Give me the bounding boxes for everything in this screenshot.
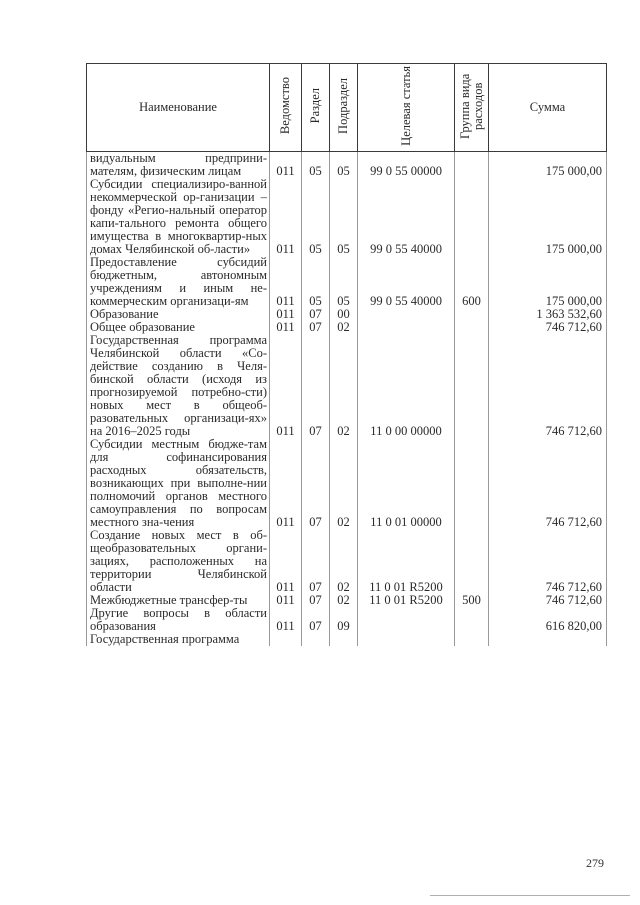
cell-grp (455, 438, 489, 529)
budget-table (86, 63, 607, 646)
cell-podr (330, 633, 358, 646)
bottom-rule (430, 895, 630, 896)
table-row (87, 438, 607, 529)
cell-sum: 746 712,60 (489, 529, 607, 594)
cell-cel: 11 0 00 00000 (358, 334, 455, 438)
table-row (87, 529, 607, 594)
cell-razd: 07 (302, 321, 330, 334)
cell-sum: 175 000,00 (489, 256, 607, 308)
cell-ved (270, 633, 302, 646)
cell-grp (455, 334, 489, 438)
cell-name: Межбюджетные трансфер-ты (87, 594, 270, 607)
cell-name: Общее образование (87, 321, 270, 334)
cell-sum: 616 820,00 (489, 607, 607, 633)
cell-ved: 011 (270, 178, 302, 256)
cell-razd (302, 633, 330, 646)
cell-name: Другие вопросы в области образования (87, 607, 270, 633)
cell-cel: 11 0 01 00000 (358, 438, 455, 529)
header-summa: Сумма (489, 64, 607, 152)
cell-grp (455, 178, 489, 256)
table-row (87, 152, 607, 179)
header-vedomstvo: Ведомство (270, 64, 302, 152)
cell-sum: 175 000,00 (489, 152, 607, 179)
cell-podr: 05 (330, 178, 358, 256)
cell-cel: 11 0 01 R5200 (358, 594, 455, 607)
cell-podr: 02 (330, 438, 358, 529)
cell-ved: 011 (270, 308, 302, 321)
cell-razd: 05 (302, 178, 330, 256)
cell-ved: 011 (270, 607, 302, 633)
cell-grp (455, 633, 489, 646)
cell-cel (358, 308, 455, 321)
header-razdel: Раздел (302, 64, 330, 152)
cell-cel (358, 633, 455, 646)
cell-podr: 02 (330, 594, 358, 607)
cell-podr: 05 (330, 256, 358, 308)
cell-grp (455, 152, 489, 179)
cell-grp (455, 308, 489, 321)
cell-podr: 02 (330, 334, 358, 438)
cell-grp: 500 (455, 594, 489, 607)
cell-grp (455, 607, 489, 633)
cell-name: видуальным предприни-мателям, физическим лицам (87, 152, 270, 179)
cell-ved: 011 (270, 529, 302, 594)
cell-cel: 99 0 55 40000 (358, 256, 455, 308)
cell-name: Субсидии специализиро-ванной некоммерческой ор-ганизации – фонду «Регио-нальный оператор капи-тального ремонта общего имущества в многоквартир-ных домах Челябинской об-ласти» (87, 178, 270, 256)
table-row (87, 334, 607, 438)
cell-cel: 11 0 01 R5200 (358, 529, 455, 594)
header-celevaya: Целевая статья (358, 64, 455, 152)
cell-ved: 011 (270, 438, 302, 529)
cell-name: Образование (87, 308, 270, 321)
cell-ved: 011 (270, 594, 302, 607)
header-row (87, 64, 607, 152)
cell-razd: 07 (302, 594, 330, 607)
cell-sum: 746 712,60 (489, 334, 607, 438)
table-row (87, 178, 607, 256)
cell-sum: 746 712,60 (489, 321, 607, 334)
table-body (87, 152, 607, 647)
header-gruppa: Группа вида расходов (455, 64, 489, 152)
cell-podr: 02 (330, 321, 358, 334)
cell-ved: 011 (270, 334, 302, 438)
cell-razd: 05 (302, 256, 330, 308)
cell-ved: 011 (270, 256, 302, 308)
cell-name: Государственная программа Челябинской области «Со-действие созданию в Челя-бинской области (исходя из прогнозируемой потребно-сти) новых мест в общеоб-разовательных организаци-ях» на 2016–2025 годы (87, 334, 270, 438)
page-number: 279 (586, 856, 604, 870)
cell-name: Предоставление субсидий бюджетным, автономным учреждениям и иным не-коммерческим организаци-ям (87, 256, 270, 308)
cell-grp: 600 (455, 256, 489, 308)
cell-podr: 05 (330, 152, 358, 179)
table-row (87, 633, 607, 646)
cell-sum: 1 363 532,60 (489, 308, 607, 321)
table-row (87, 607, 607, 633)
cell-grp (455, 529, 489, 594)
header-name: Наименование (87, 64, 270, 152)
cell-razd: 07 (302, 529, 330, 594)
header-podrazdel: Подраздел (330, 64, 358, 152)
cell-podr: 09 (330, 607, 358, 633)
cell-sum: 746 712,60 (489, 594, 607, 607)
cell-name: Государственная программа (87, 633, 270, 646)
table-row (87, 256, 607, 308)
cell-razd: 07 (302, 334, 330, 438)
cell-sum: 175 000,00 (489, 178, 607, 256)
cell-name: Создание новых мест в об-щеобразовательных органи-зациях, расположенных на территории Челябинской области (87, 529, 270, 594)
cell-ved: 011 (270, 321, 302, 334)
cell-grp (455, 321, 489, 334)
cell-name: Субсидии местным бюдже-там для софинансирования расходных обязательств, возникающих при выполне-нии полномочий органов местного самоуправления по вопросам местного зна-чения (87, 438, 270, 529)
cell-podr: 00 (330, 308, 358, 321)
cell-sum: 746 712,60 (489, 438, 607, 529)
cell-cel (358, 607, 455, 633)
cell-cel: 99 0 55 40000 (358, 178, 455, 256)
cell-razd: 07 (302, 308, 330, 321)
cell-podr: 02 (330, 529, 358, 594)
cell-ved: 011 (270, 152, 302, 179)
cell-cel (358, 321, 455, 334)
cell-razd: 07 (302, 607, 330, 633)
cell-razd: 07 (302, 438, 330, 529)
cell-razd: 05 (302, 152, 330, 179)
cell-cel: 99 0 55 00000 (358, 152, 455, 179)
cell-sum (489, 633, 607, 646)
